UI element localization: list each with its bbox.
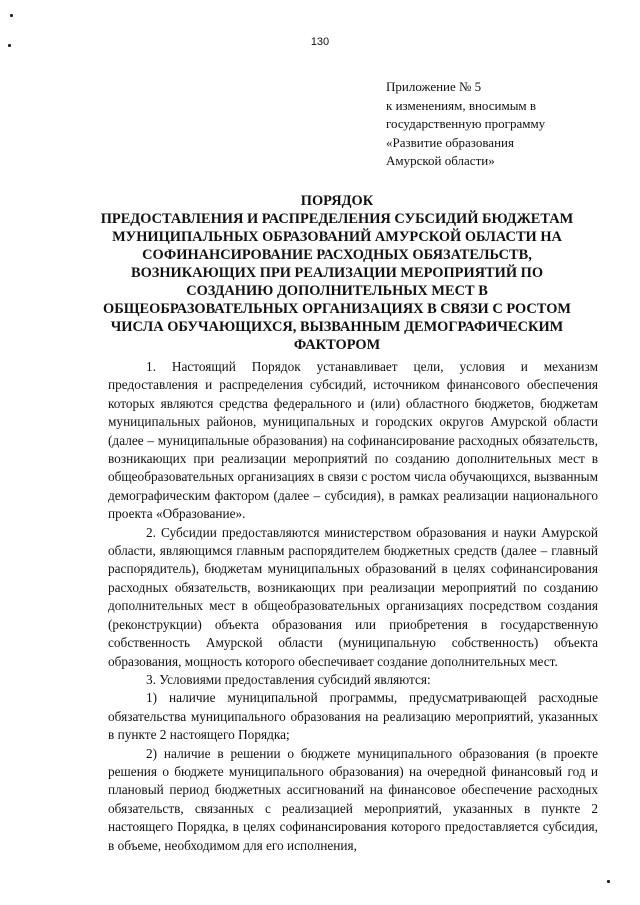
page-number: 130 (310, 36, 330, 48)
title-line: ЧИСЛА ОБУЧАЮЩИХСЯ, ВЫЗВАННЫМ ДЕМОГРАФИЧЕСКИМ (110, 319, 564, 335)
appendix-line: «Развитие образования (386, 134, 514, 150)
paragraph-2: 2. Субсидии предоставляются министерством образования и науки Амурской области, являющимся главным распорядителем бюджетных средств (далее – главный распорядитель), бюджетам муниципальных образований в целях софинансирования расходных обязательств, возникающих при реализации мероприятий по созданию дополнительных мест в общеобразовательных организациях посредством создания (реконструкции) объекта образования или приобретения в государственную собственность Амурской области (муниципальную собственность) объекта образования, мощность которого обеспечивает создание дополнительных мест. (108, 524, 598, 669)
appendix-line: Амурской области» (386, 153, 495, 168)
title-line: МУНИЦИПАЛЬНЫХ ОБРАЗОВАНИЙ АМУРСКОЙ ОБЛАСТИ НА (112, 229, 562, 245)
appendix-line: к изменениям, вносимым в (386, 97, 537, 113)
paragraph-3: 3. Условиями предоставления субсидий являются: (146, 671, 431, 687)
title-line: СОЗДАНИЮ ДОПОЛНИТЕЛЬНЫХ МЕСТ В (186, 283, 488, 299)
title-line: ОБЩЕОБРАЗОВАТЕЛЬНЫХ ОРГАНИЗАЦИЯХ В СВЯЗИ С РОСТОМ (103, 301, 571, 317)
document-body (108, 358, 598, 855)
paragraph-3-1: 1) наличие муниципальной программы, предусматривающей расходные обязательства муниципального образования на реализацию мероприятий, указанных в пункте 2 настоящего Порядка; (108, 690, 598, 743)
scan-speck (10, 14, 13, 17)
appendix-note (386, 78, 545, 171)
scan-speck (607, 880, 610, 883)
title-line: ФАКТОРОМ (293, 337, 381, 353)
title-line: ПРЕДОСТАВЛЕНИЯ И РАСПРЕДЕЛЕНИЯ СУБСИДИЙ БЮДЖЕТАМ (100, 211, 574, 227)
document-title (92, 192, 582, 354)
title-line: ВОЗНИКАЮЩИХ ПРИ РЕАЛИЗАЦИИ МЕРОПРИЯТИЙ ПО (130, 265, 544, 281)
appendix-line: Приложение № 5 (386, 79, 482, 94)
appendix-line: государственную программу (386, 116, 546, 131)
paragraph-3-2: 2) наличие в решении о бюджете муниципального образования (в проекте решения о бюджете муниципального образования) на очередной финансовый год и плановый период бюджетных ассигнований на финансовое обеспечение расходных обязательств, связанных с реализацией мероприятий, указанных в пункте 2 настоящего Порядка, в целях софинансирования которого предоставляется субсидия, в объеме, необходимом для его исполнения, (108, 745, 598, 853)
title-line: ПОРЯДОК (300, 193, 374, 209)
title-line: СОФИНАНСИРОВАНИЕ РАСХОДНЫХ ОБЯЗАТЕЛЬСТВ, (142, 247, 532, 263)
paragraph-1: 1. Настоящий Порядок устанавливает цели, условия и механизм предоставления и распределения субсидий, источником финансового обеспечения которых являются средства федерального и (или) областного бюджетов, бюджетам муниципальных районов, муниципальных и городских округов Амурской области (далее – муниципальные образования) на софинансирование расходных обязательств, возникающих при реализации мероприятий по созданию дополнительных мест в общеобразовательных организациях в связи с ростом числа обучающихся, вызванным демографическим фактором (далее – субсидия), в рамках реализации национального проекта «Образование». (108, 359, 598, 522)
